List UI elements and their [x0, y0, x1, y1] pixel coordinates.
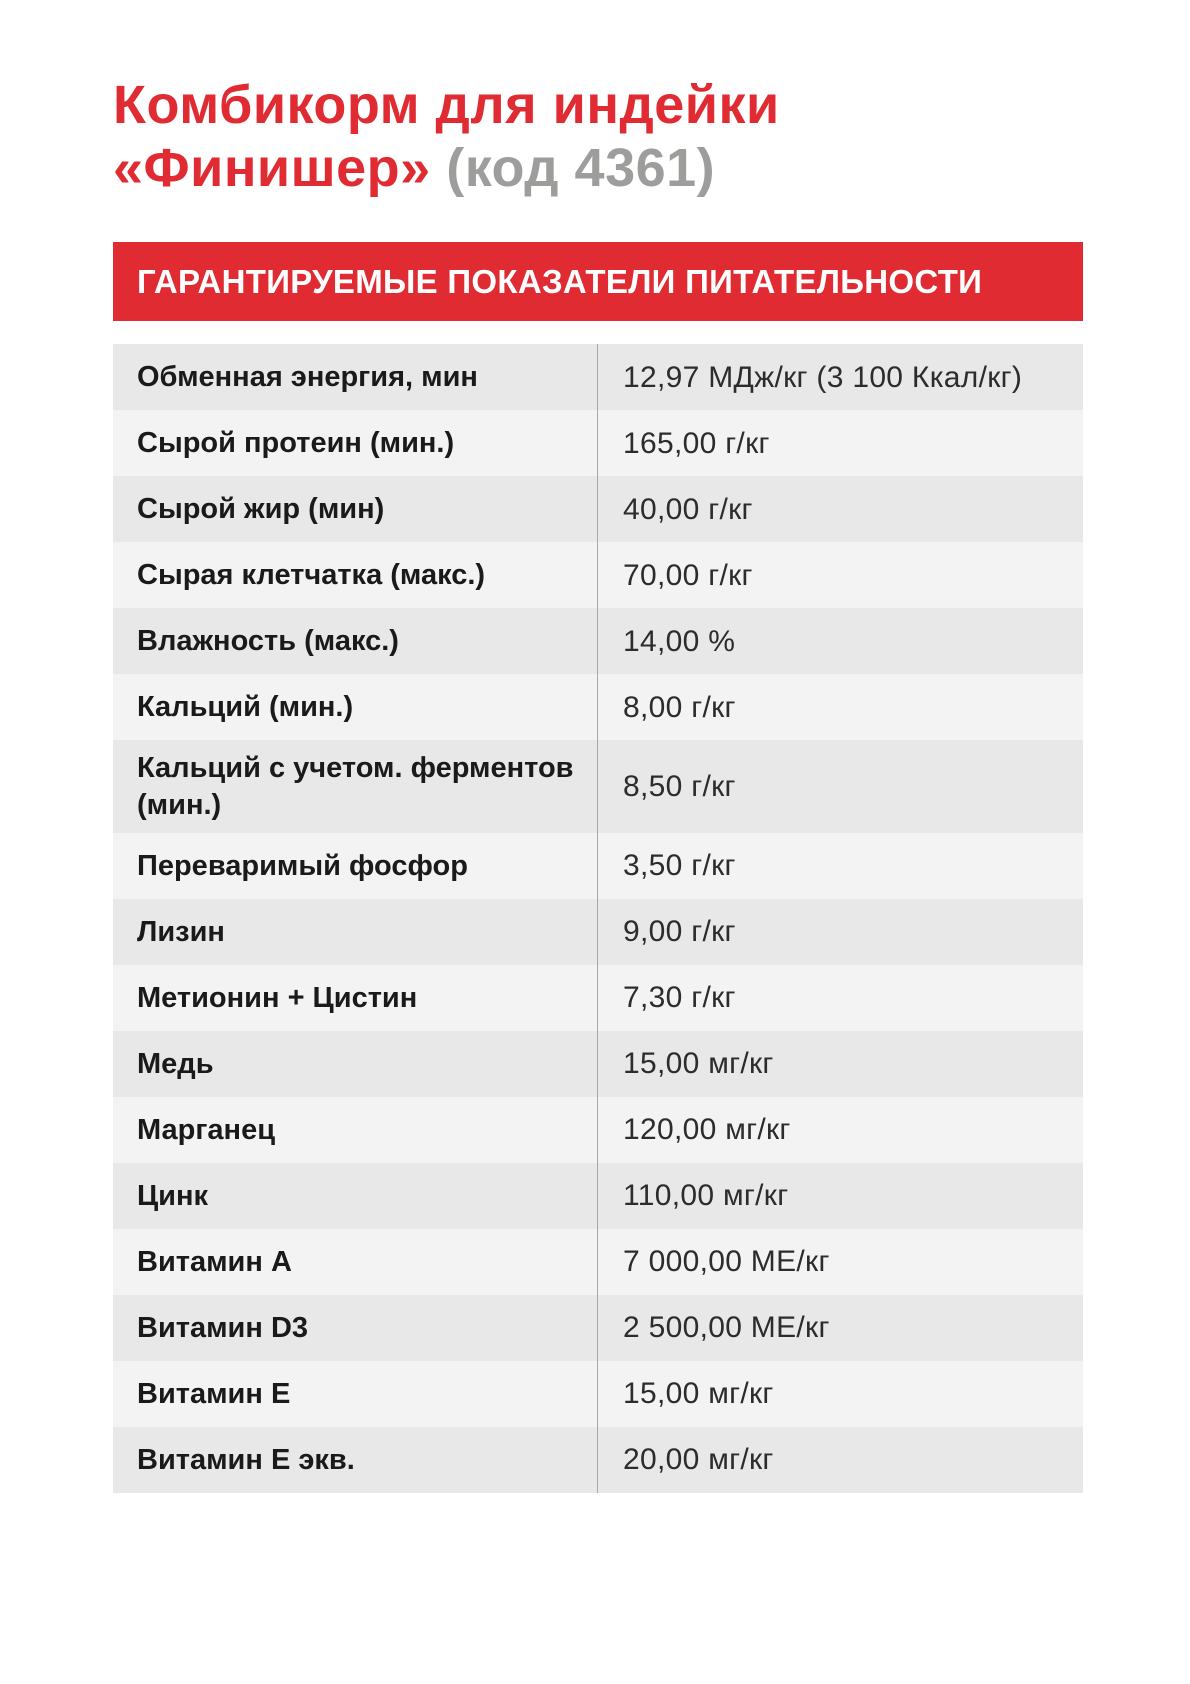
row-value: 120,00 мг/кг — [597, 1097, 1083, 1163]
table-row — [113, 1295, 1083, 1361]
table-row — [113, 344, 1083, 410]
row-value: 15,00 мг/кг — [597, 1031, 1083, 1097]
row-label: Сырой жир (мин) — [137, 493, 385, 526]
row-value: 9,00 г/кг — [597, 899, 1083, 965]
table-row — [113, 542, 1083, 608]
nutrition-table — [113, 344, 1083, 1493]
banner-title: ГАРАНТИРУЕМЫЕ ПОКАЗАТЕЛИ ПИТАТЕЛЬНОСТИ — [137, 262, 983, 300]
row-value: 110,00 мг/кг — [597, 1163, 1083, 1229]
row-label: Лизин — [137, 915, 225, 948]
row-label: Витамин Е экв. — [137, 1443, 355, 1476]
row-value: 7 000,00 МЕ/кг — [597, 1229, 1083, 1295]
product-name: «Финишер» — [113, 138, 431, 199]
row-label: Витамин Е — [137, 1377, 291, 1410]
row-label: Витамин D3 — [137, 1311, 309, 1344]
table-row — [113, 1361, 1083, 1427]
table-row — [113, 1427, 1083, 1493]
table-row — [113, 1031, 1083, 1097]
table-row — [113, 674, 1083, 740]
row-label: Марганец — [137, 1113, 276, 1146]
row-value: 7,30 г/кг — [597, 965, 1083, 1031]
row-value: 165,00 г/кг — [597, 410, 1083, 476]
page-title-line1: Комбикорм для индейки — [113, 75, 780, 135]
row-value: 70,00 г/кг — [597, 542, 1083, 608]
row-value: 12,97 МДж/кг (3 100 Ккал/кг) — [597, 344, 1083, 410]
page-content — [113, 0, 1083, 1493]
row-label: Витамин А — [137, 1245, 292, 1278]
row-label: Переваримый фосфор — [137, 849, 468, 882]
table-row — [113, 410, 1083, 476]
row-label: Сырой протеин (мин.) — [137, 427, 455, 460]
page-title — [113, 74, 1083, 200]
row-label: Метионин + Цистин — [137, 981, 418, 1014]
row-value: 40,00 г/кг — [597, 476, 1083, 542]
product-code: (код 4361) — [430, 138, 716, 199]
guaranteed-indicators-banner — [113, 242, 1083, 321]
row-value: 8,00 г/кг — [597, 674, 1083, 740]
table-row — [113, 1163, 1083, 1229]
row-label: Кальций с учетом. ферментов (мин.) — [137, 752, 574, 821]
row-label: Сырая клетчатка (макс.) — [137, 559, 486, 592]
row-label: Влажность (макс.) — [137, 625, 399, 658]
row-label: Обменная энергия, мин — [137, 361, 478, 394]
row-value: 20,00 мг/кг — [597, 1427, 1083, 1493]
row-value: 8,50 г/кг — [597, 740, 1083, 833]
row-label: Кальций (мин.) — [137, 691, 354, 724]
row-value: 2 500,00 МЕ/кг — [597, 1295, 1083, 1361]
table-row — [113, 965, 1083, 1031]
table-row — [113, 476, 1083, 542]
row-label: Цинк — [137, 1179, 209, 1212]
row-label: Медь — [137, 1047, 214, 1080]
table-row — [113, 1229, 1083, 1295]
row-value: 15,00 мг/кг — [597, 1361, 1083, 1427]
row-value: 14,00 % — [597, 608, 1083, 674]
table-row — [113, 899, 1083, 965]
row-value: 3,50 г/кг — [597, 833, 1083, 899]
table-row — [113, 608, 1083, 674]
table-row — [113, 1097, 1083, 1163]
table-row — [113, 740, 1083, 833]
table-row — [113, 833, 1083, 899]
